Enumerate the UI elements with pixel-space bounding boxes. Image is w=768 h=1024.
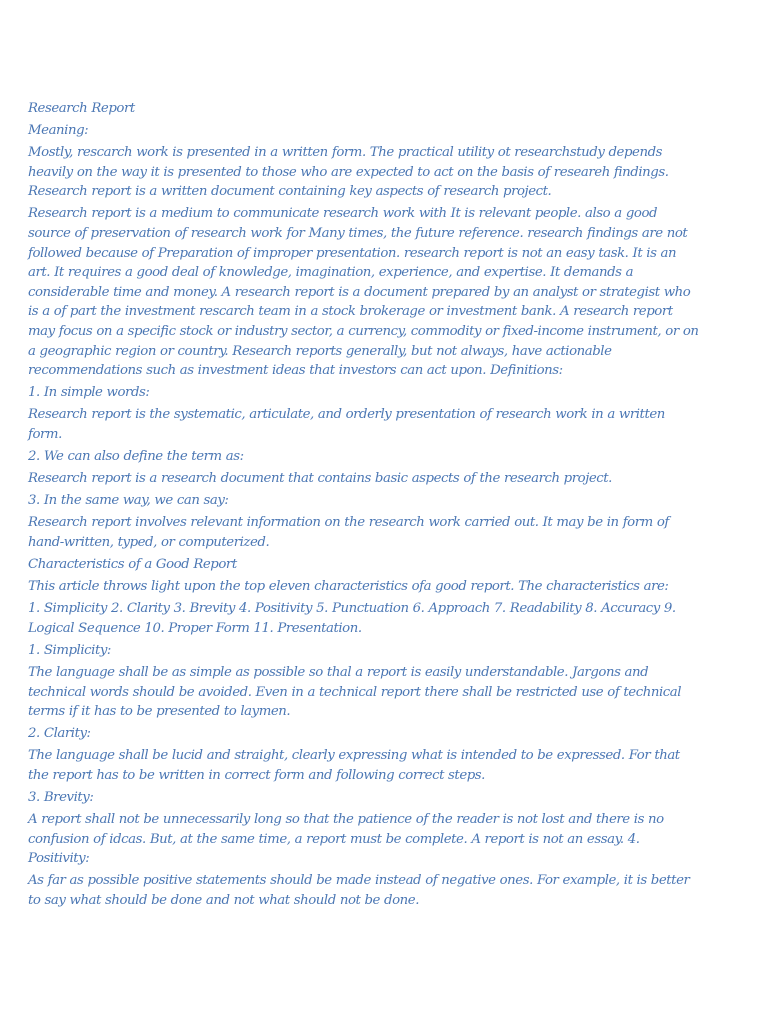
document-title: Research Report: [28, 101, 135, 116]
meaning-paragraph-2: Research report is a medium to communicate research work with It is relevant people. also a good source of preservation of research work for Many times, the future reference. research findings are not followed because of Preparation of improper presentation. research report is not an easy task. It is an art. It requires a good deal of knowledge, imagination, experience, and expertise. It demands a considerable time and money. A research report is a document prepared by an analyst or strategist who is a of part the investment rescarch team in a stock brokerage or investment bank. A research report may focus on a specific stock or industry sector, a currency, commodity or fixed-income instrument, or on a geographic region or country. Research reports generally, but not always, have actionable recommendations such as investment ideas that investors can act upon. Definitions:: [28, 206, 699, 379]
simplicity-heading: 1. Simplicity:: [28, 642, 111, 658]
definition-3-heading: 3. In the same way, we can say:: [28, 493, 229, 509]
meaning-heading: Meaning:: [28, 123, 89, 139]
document-page: [28, 99, 700, 913]
characteristics-list: 1. Simplicity 2. Clarity 3. Brevity 4. Positivity 5. Punctuation 6. Approach 7. Readability 8. Accuracy 9. Logical Sequence 10. Proper Form 11. Presentation.: [28, 601, 676, 636]
definition-3-text: Research report involves relevant information on the research work carried out. It may be in form of hand-written, typed, or computerized.: [28, 515, 669, 550]
positivity-text: As far as possible positive statements should be made instead of negative ones. For example, it is better to say what should be done and not what should not be done.: [28, 873, 690, 909]
definition-1-text: Research report is the systematic, articulate, and orderly presentation of research work in a written form.: [28, 407, 665, 442]
clarity-text: The language shall be lucid and straight, clearly expressing what is intended to be expressed. For that the report has to be written in correct form and following correct steps.: [28, 748, 680, 783]
brevity-heading: 3. Brevity:: [28, 790, 94, 806]
characteristics-intro: This article throws light upon the top eleven characteristics ofa good report. The characteristics are:: [28, 579, 669, 595]
meaning-paragraph-1: Mostly, rescarch work is presented in a written form. The practical utility ot researchstudy depends heavily on the way it is presented to those who are expected to act on the basis of researeh findings. Research report is a written document containing key aspects of research project.: [28, 145, 669, 200]
definition-1-heading: 1. In simple words:: [28, 385, 150, 401]
brevity-text: A report shall not be unnecessarily long so that the patience of the reader is not lost and there is no confusion of idcas. But, at the same time, a report must be complete. A report is not an essay. 4. Positivity:: [28, 812, 664, 867]
definition-2-text: Research report is a research document that contains basic aspects of the research project.: [28, 471, 612, 487]
clarity-heading: 2. Clarity:: [28, 726, 91, 742]
characteristics-heading: Characteristics of a Good Report: [28, 557, 237, 573]
definition-2-heading: 2. We can also define the term as:: [28, 449, 244, 465]
simplicity-text: The language shall be as simple as possible so thal a report is easily understandable. Jargons and technical words should be avoided. Even in a technical report there shall be restricted use of technical terms if it has to be presented to laymen.: [28, 665, 682, 720]
